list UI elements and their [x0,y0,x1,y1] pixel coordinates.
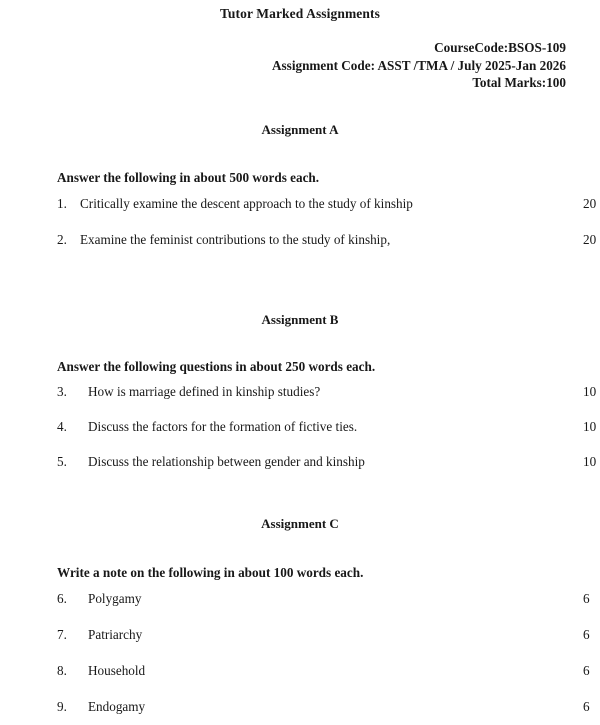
question-number: 3. [57,383,67,399]
question-text: Polygamy [88,590,142,606]
question-list-b [0,375,600,480]
question-item [57,445,600,480]
section-instruction-b: Answer the following questions in about 250 words each. [57,358,376,374]
question-number: 6. [57,590,67,606]
question-number: 4. [57,418,67,434]
section-instruction-a: Answer the following in about 500 words each. [57,169,320,185]
question-text: Discuss the factors for the formation of fictive ties. [88,418,358,434]
question-marks: 10 [583,383,597,399]
course-code-line: CourseCode:BSOS-109 [434,40,566,55]
section-assignment-a [0,92,600,258]
question-list-c [0,581,600,725]
question-text: Endogamy [88,698,146,714]
question-item [57,581,600,617]
course-meta-block [0,22,600,92]
question-number: 2. [57,231,67,247]
question-text: Critically examine the descent approach to the study of kinship [80,195,413,211]
section-assignment-c [0,480,600,725]
section-heading-c: Assignment C [261,515,339,531]
total-marks-line: Total Marks:100 [472,75,566,90]
question-number: 7. [57,626,67,642]
question-item [57,617,600,653]
question-text: Discuss the relationship between gender and kinship [88,453,365,469]
question-item [57,653,600,689]
question-number: 8. [57,662,67,678]
question-marks: 20 [583,195,597,211]
question-item [57,689,600,725]
question-item [57,186,600,222]
question-item [57,375,600,410]
question-marks: 20 [583,231,597,247]
question-marks: 10 [583,418,597,434]
question-text: Examine the feminist contributions to the study of kinship, [80,231,391,247]
question-item [57,222,600,258]
page-title: Tutor Marked Assignments [220,6,380,21]
question-number: 9. [57,698,67,714]
section-heading-b: Assignment B [261,311,339,327]
section-heading-a: Assignment A [261,121,339,137]
question-number: 5. [57,453,67,469]
question-marks: 6 [583,626,590,642]
section-instruction-c: Write a note on the following in about 100 words each. [57,564,364,580]
question-text: Household [88,662,146,678]
question-number: 1. [57,195,67,211]
question-text: Patriarchy [88,626,143,642]
question-marks: 6 [583,590,590,606]
question-marks: 6 [583,662,590,678]
question-marks: 10 [583,453,597,469]
question-item [57,410,600,445]
assignment-code-line: Assignment Code: ASST /TMA / July 2025-Jan 2026 [272,57,566,73]
question-list-a [0,186,600,258]
question-marks: 6 [583,698,590,714]
section-assignment-b [0,258,600,480]
question-text: How is marriage defined in kinship studies? [88,383,321,399]
